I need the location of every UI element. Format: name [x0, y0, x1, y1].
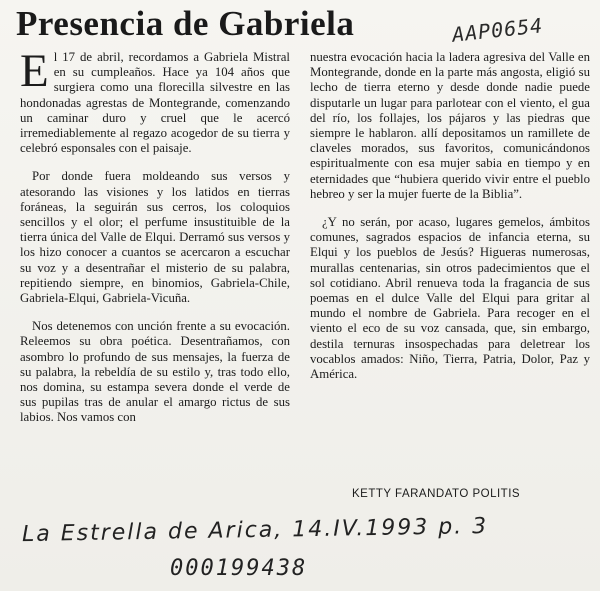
- handwritten-catalog-number: 000199438: [170, 556, 308, 581]
- left-column: [20, 45, 290, 439]
- paragraph: [20, 45, 290, 156]
- drop-cap: E: [20, 45, 49, 97]
- archive-stamp: AAP0654: [450, 13, 545, 47]
- paragraph: Nos detenemos con unción frente a su evocación. Releemos su obra poética. Desentrañamos, con asombro lo profundo de sus mensajes, la fuerza de su palabra, la rebeldía de su estilo y, tras todo ello, nos domina, su estampa severa donde el verde de sus pupilas tras de anular el amargo rictus de sus labios. Nos vamos con: [20, 319, 290, 425]
- handwritten-source-note: La Estrella de Arica, 14.IV.1993 p. 3: [21, 513, 489, 548]
- paragraph: nuestra evocación hacia la ladera agresiva del Valle en Montegrande, donde en la parte más angosta, eligió su lecho de tierra eterno y desde donde nadie puede disputarle un lugar para parlotear con el viento, el gua del río, los follajes, los pájaros y las piedras que siempre le hablaron. allí depositamos un ramillete de claveles morados, sus favoritos, comunicándonos espiritualmente con esa mujer sabia en tiempo y en eternidades que “hubiera querido vivir entre el pueblo hebreo y ser la mujer fuerte de la Biblia”.: [310, 50, 590, 201]
- paragraph: Por donde fuera moldeando sus versos y atesorando las visiones y los latidos en tierras foráneas, la seguirán sus cerros, los coloquios sencillos y el olor; el perfume insustituible de la tierra única del Valle de Elqui. Derramó sus versos y los hizo conocer a cuantos se acercaron a escuchar su voz y a desentrañar el misterio de su palabra, repitiendo siempre, en binomios, Gabriela-Chile, Gabriela-Elqui, Gabriela-Vicuña.: [20, 169, 290, 306]
- article-title: Presencia de Gabriela: [16, 4, 355, 43]
- paragraph-text: l 17 de abril, recordamos a Gabriela Mistral en su cumpleaños. Hace ya 104 años que surgiera como una florecilla silvestre en las hondonadas agrestas de Montegrande, comenzando un caminar duro y cruel que le acercó irremediablemente al regazo acogedor de su tierra y celebró esponsales con el paisaje.: [20, 50, 290, 156]
- author-byline: KETTY FARANDATO POLITIS: [352, 488, 521, 500]
- right-column: [310, 50, 590, 395]
- paragraph: ¿Y no serán, por acaso, lugares gemelos, ámbitos comunes, sagrados espacios de infancia eterna, su Elqui y los pueblos de Jesús? Higueras numerosas, murallas centenarias, sin otros padecimientos que el sol cotidiano. Abril renueva toda la fragancia de sus poemas en el dulce Valle del Elqui para gritar al mundo el nombre de Gabriela. Para recoger en el viento el eco de su voz cansada, que, sin embargo, destila ternuras insospechadas para deletrear los vocablos amados: Niño, Tierra, Patria, Dolor, Paz y América.: [310, 215, 590, 382]
